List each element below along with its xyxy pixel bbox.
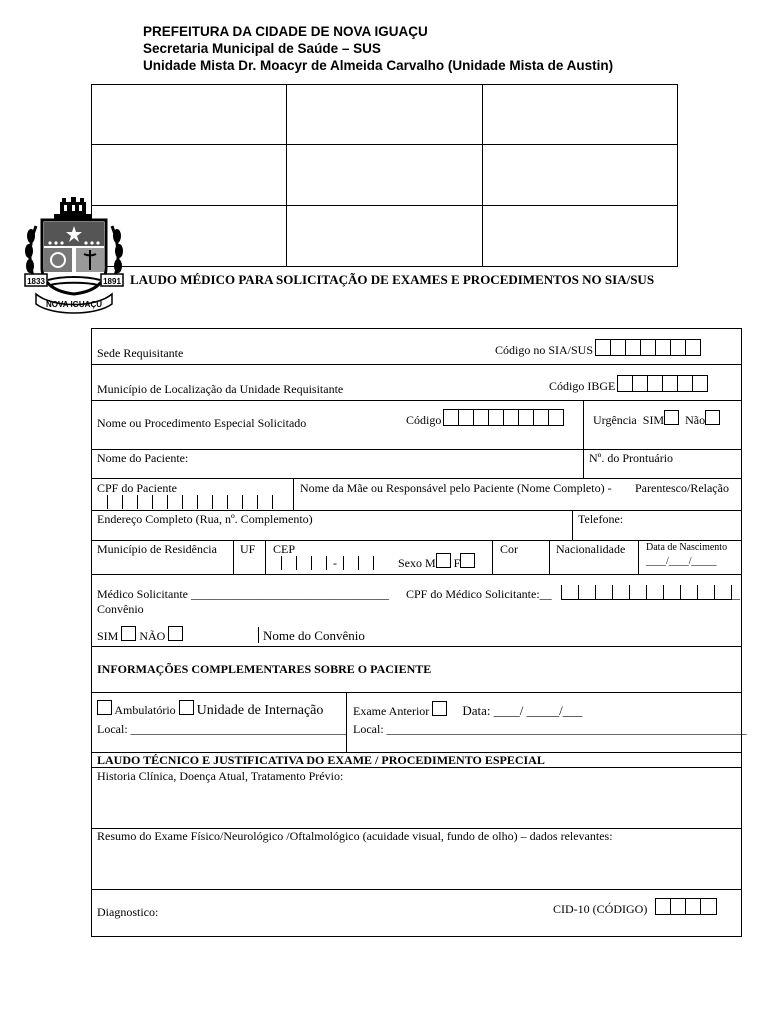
sexo-m-checkbox[interactable] bbox=[436, 553, 451, 568]
convenio-options bbox=[97, 626, 183, 644]
cid-boxes[interactable] bbox=[656, 898, 717, 915]
urgencia-nao-checkbox[interactable] bbox=[705, 410, 720, 425]
local-left-field[interactable]: Local: ____________________________________ bbox=[97, 722, 347, 736]
header-line-2: Secretaria Municipal de Saúde – SUS bbox=[143, 41, 381, 56]
urgencia-sim-checkbox[interactable] bbox=[664, 410, 679, 425]
cep-dash: - bbox=[333, 556, 337, 570]
parentesco-label: Parentesco/Relação bbox=[635, 481, 729, 495]
cid-group bbox=[553, 898, 717, 917]
cpf-paciente-label: CPF do Paciente bbox=[97, 481, 177, 495]
cpf-medico-label: CPF do Médico Solicitante:__ bbox=[406, 587, 552, 601]
urgencia-label: Urgência bbox=[593, 413, 637, 427]
emblem-banner-text: NOVA IGUAÇU bbox=[46, 300, 102, 309]
exame-anterior-data[interactable]: Data: ____/ _____/___ bbox=[462, 703, 583, 718]
codigo-ibge-label: Código IBGE bbox=[549, 379, 616, 393]
cor-label: Cor bbox=[500, 542, 518, 556]
codigo-sia-sus-label: Código no SIA/SUS bbox=[495, 343, 594, 357]
cpf-medico-end: __ bbox=[728, 587, 740, 601]
codigo-group bbox=[406, 409, 564, 428]
urgencia-group bbox=[593, 410, 720, 428]
codigo-ibge-boxes[interactable] bbox=[618, 375, 708, 392]
exame-anterior-group bbox=[353, 701, 582, 719]
codigo-ibge-group bbox=[549, 375, 708, 394]
nome-mae-label: Nome da Mãe ou Responsável pelo Paciente (Nome Completo) - bbox=[300, 481, 612, 495]
header-line-1: PREFEITURA DA CIDADE DE NOVA IGUAÇU bbox=[143, 24, 428, 39]
nome-paciente-label: Nome do Paciente: bbox=[97, 451, 189, 465]
municipio-localizacao-label: Município de Localização da Unidade Requisitante bbox=[97, 382, 344, 396]
laudo-tecnico-heading: LAUDO TÉCNICO E JUSTIFICATIVA DO EXAME / PROCEDIMENTO ESPECIAL bbox=[97, 753, 545, 767]
header-line-3: Unidade Mista Dr. Moacyr de Almeida Carvalho (Unidade Mista de Austin) bbox=[143, 58, 614, 73]
medico-solicitante-label: Médico Solicitante _________________________________ bbox=[97, 587, 389, 601]
diagnostico-label: Diagnostico: bbox=[97, 905, 159, 919]
historia-clinica-label: Historia Clínica, Doença Atual, Tratamento Prévio: bbox=[97, 769, 344, 783]
convenio-sim-checkbox[interactable] bbox=[121, 626, 136, 641]
convenio-label: Convênio bbox=[97, 602, 144, 616]
atendimento-left bbox=[97, 700, 323, 719]
data-nascimento-label: Data de Nascimento bbox=[646, 542, 728, 553]
municipio-residencia-label: Município de Residência bbox=[97, 542, 217, 556]
form-title: LAUDO MÉDICO PARA SOLICITAÇÃO DE EXAMES E PROCEDIMENTOS NO SIA/SUS bbox=[130, 272, 655, 287]
codigo-boxes[interactable] bbox=[444, 409, 564, 426]
internacao-checkbox[interactable] bbox=[179, 700, 194, 715]
cid-label: CID-10 (CÓDIGO) bbox=[553, 902, 648, 916]
convenio-nao-label: NÃO bbox=[139, 629, 166, 643]
coat-of-arms-logo bbox=[22, 196, 126, 316]
local-right-field[interactable]: Local: ____________________________________________________________ bbox=[353, 722, 747, 736]
cpf-medico-ticks[interactable] bbox=[561, 585, 732, 600]
cep-ticks-2[interactable] bbox=[343, 556, 374, 570]
prontuario-label: Nº. do Prontuário bbox=[589, 451, 674, 465]
cpf-paciente-ticks[interactable] bbox=[107, 495, 273, 509]
codigo-label: Código bbox=[406, 413, 442, 427]
emblem-year-left: 1833 bbox=[27, 277, 45, 286]
sexo-m-label: Sexo M bbox=[398, 556, 436, 570]
convenio-sim-label: SIM bbox=[97, 629, 119, 643]
endereco-label: Endereço Completo (Rua, nº. Complemento) bbox=[97, 512, 313, 526]
informacoes-complementares-heading: INFORMAÇÕES COMPLEMENTARES SOBRE O PACIENTE bbox=[97, 662, 432, 676]
emblem-year-right: 1891 bbox=[103, 277, 121, 286]
cep-label: CEP bbox=[273, 542, 296, 556]
resumo-exame-label: Resumo do Exame Físico/Neurológico /Oftalmológico (acuidade visual, fundo de olho) – dados relevantes: bbox=[97, 829, 613, 843]
nome-convenio-label: Nome do Convênio bbox=[263, 628, 365, 643]
convenio-nao-checkbox[interactable] bbox=[168, 626, 183, 641]
nome-procedimento-label: Nome ou Procedimento Especial Solicitado bbox=[97, 416, 307, 430]
data-nascimento-field[interactable]: ____/____/_____ bbox=[646, 556, 717, 567]
codigo-sia-sus-group bbox=[495, 339, 701, 358]
stamp-grid bbox=[91, 84, 678, 267]
sexo-f-checkbox[interactable] bbox=[460, 553, 475, 568]
urgencia-sim-label: SIM bbox=[642, 413, 665, 427]
sexo-group bbox=[398, 553, 475, 571]
nacionalidade-label: Nacionalidade bbox=[556, 542, 626, 556]
telefone-label: Telefone: bbox=[578, 512, 624, 526]
uf-label: UF bbox=[240, 542, 256, 556]
ambulatorio-checkbox[interactable] bbox=[97, 700, 112, 715]
exame-anterior-checkbox[interactable] bbox=[432, 701, 447, 716]
exame-anterior-label: Exame Anterior bbox=[353, 704, 430, 718]
sexo-f-label: F bbox=[453, 556, 461, 570]
internacao-label: Unidade de Internação bbox=[196, 703, 324, 718]
sede-requisitante-label: Sede Requisitante bbox=[97, 346, 184, 360]
cpf-medico-group bbox=[406, 587, 552, 602]
codigo-sia-sus-boxes[interactable] bbox=[596, 339, 701, 356]
urgencia-nao-label: Não bbox=[685, 413, 706, 427]
ambulatorio-label: Ambulatório bbox=[114, 703, 176, 717]
